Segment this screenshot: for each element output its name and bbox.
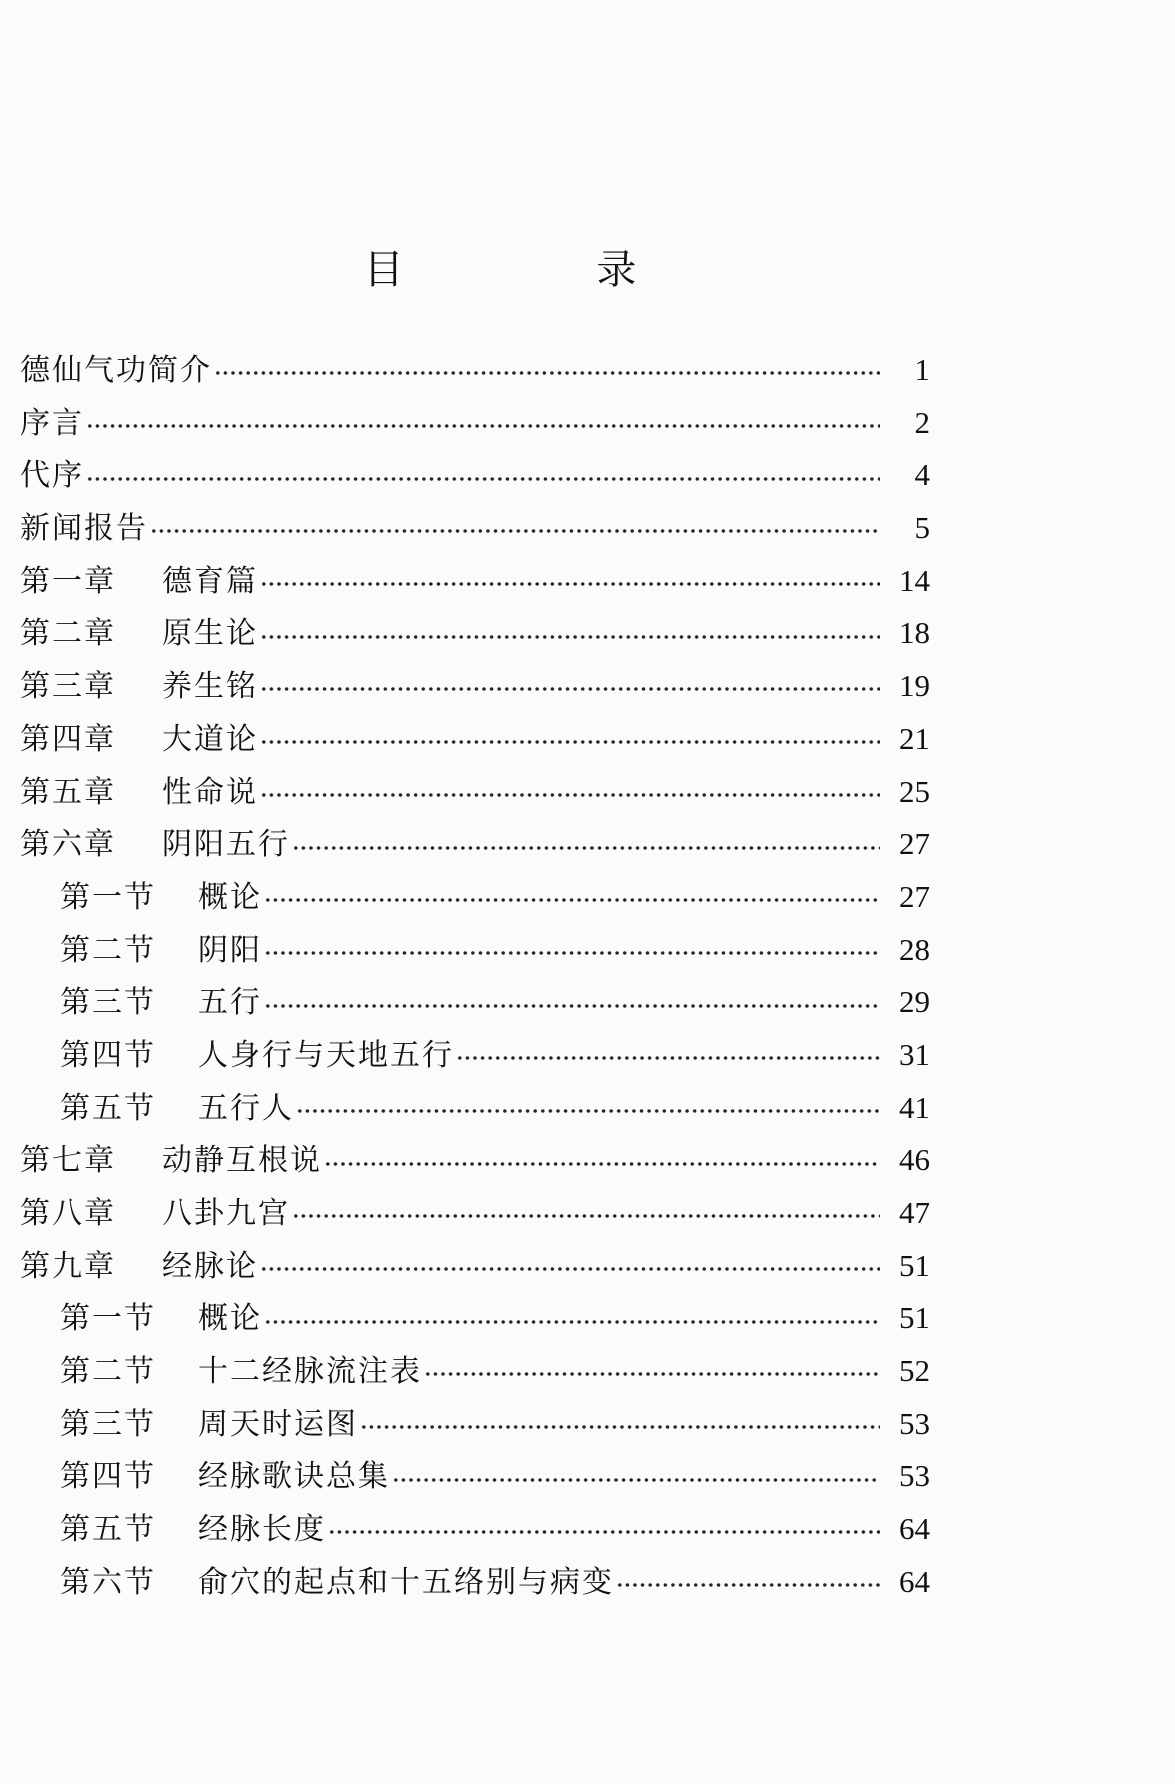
toc-entry-label: 经脉长度 [198,1512,326,1548]
toc-entry-label: 大道论 [162,721,258,757]
dot-leader [260,635,880,639]
table-of-contents [20,345,930,1610]
dot-leader [264,951,880,955]
toc-page-number: 25 [899,773,930,809]
toc-chapter-entry[interactable] [20,608,930,661]
toc-entry-label: 序言 [20,405,84,441]
toc-entry-number: 第二章 [20,616,116,652]
toc-section-entry[interactable] [20,1346,930,1399]
toc-title: 目 录 [363,247,727,293]
toc-section-entry[interactable] [20,1557,930,1610]
toc-page-number: 18 [899,615,930,651]
toc-page-number: 29 [899,984,930,1020]
toc-entry-label: 养生铭 [162,669,258,705]
toc-entry-number: 第五节 [60,1090,156,1126]
toc-entry-number: 第二节 [60,1354,156,1390]
toc-entry-number: 第六章 [20,827,116,863]
dot-leader [328,1530,880,1534]
toc-entry-label: 阴阳 [198,932,262,968]
toc-chapter-entry[interactable] [20,450,930,503]
toc-page-number: 28 [899,931,930,967]
toc-entry-label: 原生论 [162,616,258,652]
dot-leader [360,1425,880,1429]
toc-entry-number: 第六节 [60,1564,156,1600]
toc-entry-label: 阴阳五行 [162,827,290,863]
toc-entry-number: 第三节 [60,1406,156,1442]
dot-leader [424,1372,880,1376]
dot-leader [150,529,880,533]
toc-section-entry[interactable] [20,977,930,1030]
toc-entry-number: 第五章 [20,774,116,810]
dot-leader [86,424,880,428]
toc-entry-label: 性命说 [162,774,258,810]
toc-page-number: 1 [914,352,930,387]
dot-leader [264,898,880,902]
toc-entry-label: 概论 [198,1301,262,1337]
toc-page-number: 19 [899,668,930,704]
dot-leader [260,687,880,691]
toc-entry-label: 概论 [198,879,262,915]
toc-page-number: 2 [914,404,930,440]
toc-section-entry[interactable] [20,1083,930,1136]
toc-section-entry[interactable] [20,1030,930,1083]
toc-page-number: 52 [899,1353,930,1389]
toc-chapter-entry[interactable] [20,345,930,398]
toc-entry-number: 第九章 [20,1248,116,1284]
toc-chapter-entry[interactable] [20,1188,930,1241]
dot-leader [296,1109,880,1113]
toc-chapter-entry[interactable] [20,503,930,556]
toc-page-number: 27 [899,878,930,914]
toc-section-entry[interactable] [20,1504,930,1557]
toc-entry-label: 德仙气功简介 [20,353,212,388]
toc-entry-number: 第三节 [60,985,156,1021]
toc-section-entry[interactable] [20,872,930,925]
toc-entry-label: 五行人 [198,1090,294,1126]
toc-page-number: 14 [899,562,930,598]
toc-page-number: 41 [899,1089,930,1125]
dot-leader [86,477,880,481]
toc-entry-label: 经脉论 [162,1248,258,1284]
dot-leader [292,846,880,850]
toc-page-number: 27 [899,826,930,862]
toc-chapter-entry[interactable] [20,398,930,451]
toc-page-number: 51 [899,1247,930,1283]
toc-entry-label: 动静互根说 [162,1143,322,1179]
toc-page-number: 53 [899,1405,930,1441]
toc-chapter-entry[interactable] [20,819,930,872]
toc-entry-number: 第五节 [60,1512,156,1548]
toc-entry-label: 八卦九宫 [162,1196,290,1231]
toc-page-number: 31 [899,1036,930,1072]
toc-entry-label: 俞穴的起点和十五络别与病变 [198,1564,614,1600]
toc-chapter-entry[interactable] [20,714,930,767]
toc-chapter-entry[interactable] [20,767,930,820]
toc-entry-label: 五行 [198,985,262,1021]
toc-page-number: 46 [899,1142,930,1178]
toc-section-entry[interactable] [20,925,930,978]
toc-entry-number: 第四节 [60,1037,156,1073]
toc-entry-label: 十二经脉流注表 [198,1354,422,1390]
toc-chapter-entry[interactable] [20,556,930,609]
dot-leader [392,1478,880,1482]
toc-entry-number: 第四章 [20,721,116,757]
toc-page-number: 4 [914,457,930,493]
toc-section-entry[interactable] [20,1399,930,1452]
toc-page-number: 5 [914,510,930,546]
toc-entry-number: 第四节 [60,1459,156,1495]
dot-leader [264,1320,880,1324]
toc-entry-label: 人身行与天地五行 [198,1037,454,1073]
toc-entry-number: 第一节 [60,1301,156,1337]
dot-leader [616,1583,880,1587]
dot-leader [456,1056,880,1060]
toc-page-number: 51 [899,1300,930,1336]
toc-entry-label: 德育篇 [162,563,258,599]
toc-page-number: 64 [899,1563,930,1599]
dot-leader [292,1214,880,1218]
dot-leader [264,1004,880,1008]
dot-leader [214,371,880,375]
toc-entry-number: 第一节 [60,879,156,915]
toc-entry-label: 新闻报告 [20,511,148,547]
toc-entry-number: 第二节 [60,932,156,968]
toc-page-number: 53 [899,1458,930,1494]
toc-entry-number: 第一章 [20,563,116,599]
toc-entry-label: 周天时运图 [198,1406,358,1442]
toc-chapter-entry[interactable] [20,1135,930,1188]
dot-leader [260,582,880,586]
toc-page-number: 21 [899,720,930,756]
dot-leader [260,1267,880,1271]
toc-entry-number: 第七章 [20,1143,116,1179]
toc-entry-label: 代序 [20,458,84,494]
dot-leader [324,1162,880,1166]
toc-section-entry[interactable] [20,1451,930,1504]
toc-chapter-entry[interactable] [20,1241,930,1294]
dot-leader [260,793,880,797]
toc-entry-number: 第八章 [20,1196,116,1231]
toc-entry-number: 第三章 [20,669,116,705]
toc-page-number: 47 [899,1195,930,1230]
toc-entry-label: 经脉歌诀总集 [198,1459,390,1495]
toc-chapter-entry[interactable] [20,661,930,714]
toc-page-number: 64 [899,1511,930,1547]
toc-section-entry[interactable] [20,1293,930,1346]
dot-leader [260,740,880,744]
